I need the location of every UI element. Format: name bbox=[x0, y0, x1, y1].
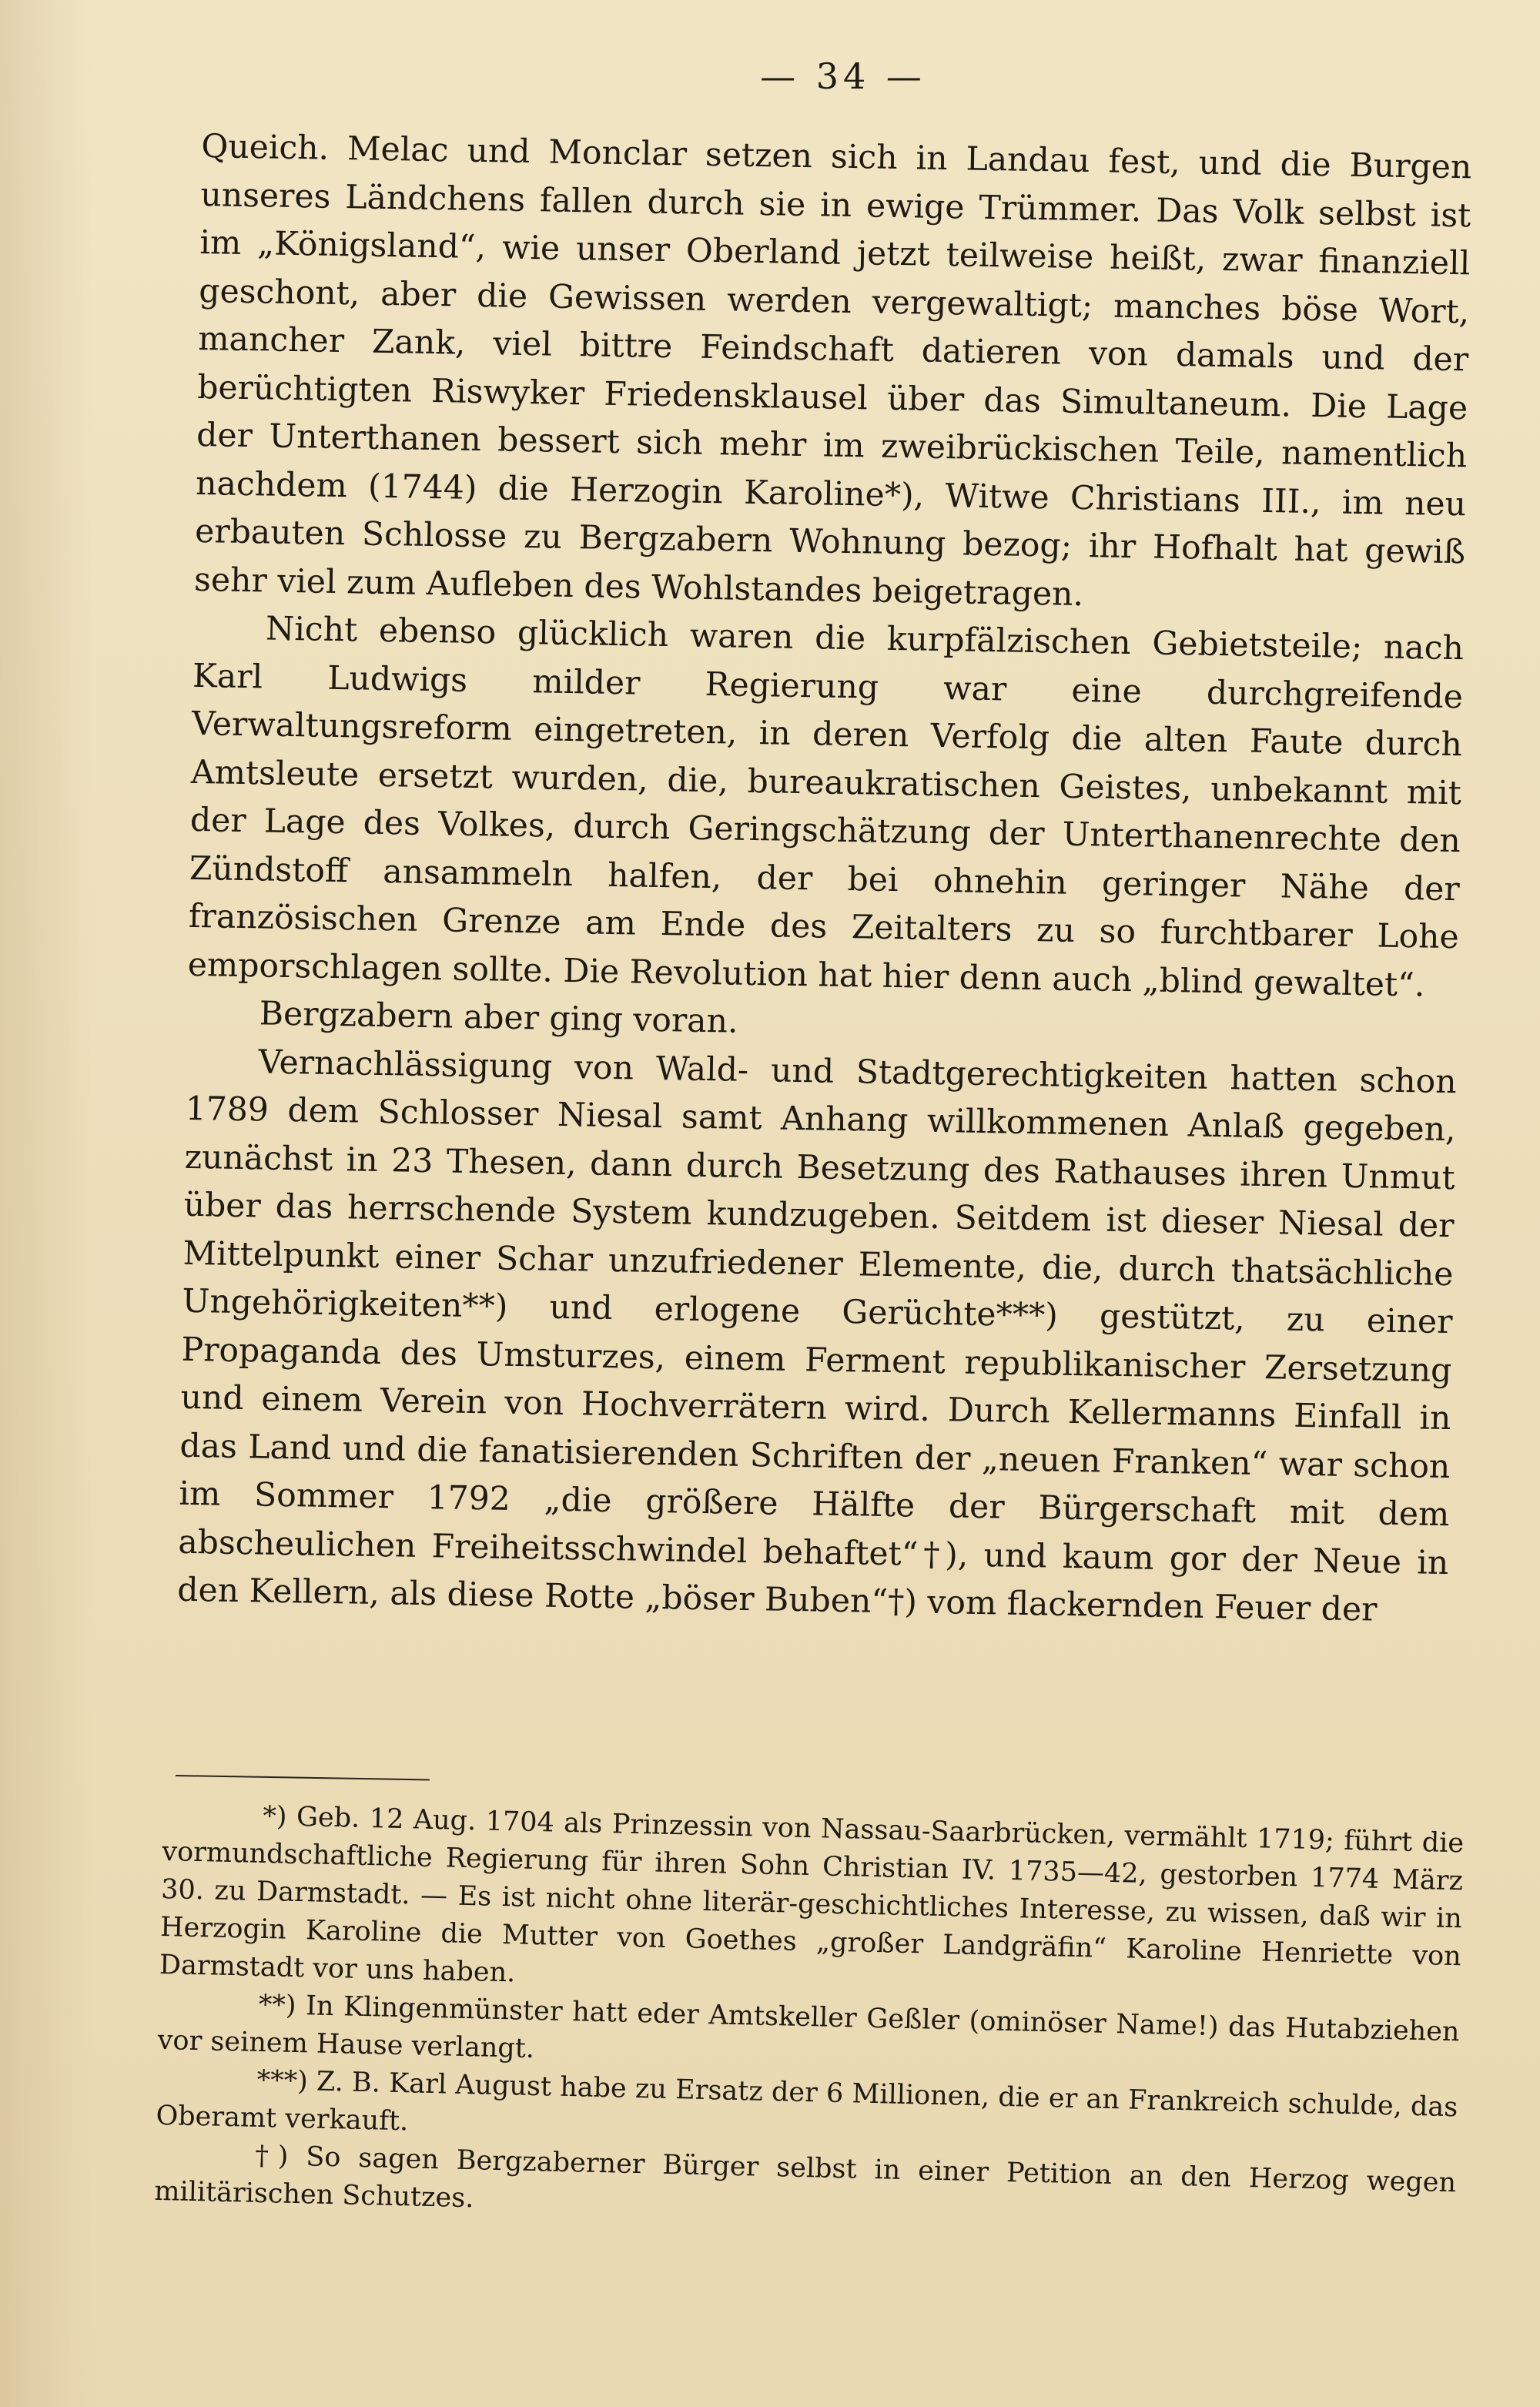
page-header bbox=[0, 55, 1540, 97]
page-number: — 34 — bbox=[760, 55, 926, 97]
footnote-divider bbox=[176, 1775, 430, 1780]
paragraph-2: Nicht ebenso glücklich waren die kurpfälzischen Gebietsteile; nach Karl Ludwigs milder Regierung war eine durchgreifende Verwaltungsreform eingetreten, in deren Verfolg die alten Faute durch Amtsleute ersetzt wurden, die, bureaukratischen Geistes, unbekannt mit der Lage des Volkes, durch Geringschätzung der Unterthanenrechte den Zündstoff ansammeln halfen, der bei ohnehin geringer Nähe der französischen Grenze am Ende des Zeitalters zu so furchtbarer Lohe emporschlagen sollte. Die Revolution hat hier denn auch „blind gewaltet“. bbox=[187, 610, 1465, 1004]
paragraph-4: Vernachlässigung von Wald- und Stadtgerechtigkeiten hatten schon 1789 dem Schlosser Niesal samt Anhang willkommenen Anlaß gegeben, zunächst in 23 Thesen, dann durch Besetzung des Rathauses ihren Unmut über das herrschende System kundzugeben. Seitdem ist dieser Niesal der Mittelpunkt einer Schar unzufriedener Elemente, die, durch thatsächliche Ungehörigkeiten**) und erlogene Gerüchte***) gestützt, zu einer Propaganda des Umsturzes, einem Ferment republikanischer Zersetzung und einem Verein von Hochverrätern wird. Durch Kellermanns Einfall in das Land und die fanatisierenden Schriften der „neuen Franken“ war schon im Sommer 1792 „die größere Hälfte der Bürgerschaft mit dem abscheulichen Freiheitsschwindel behaftet“†), und kaum gor der Neue in den Kellern, als diese Rotte „böser Buben“†) vom flackernden Feuer der bbox=[177, 1043, 1457, 1629]
footnotes bbox=[154, 1796, 1465, 2240]
paragraph-3: Bergzabern aber ging voran. bbox=[259, 995, 738, 1041]
footnote-2: **) In Klingenmünster hatt eder Amtskeller Geßler (ominöser Name!) das Hutabziehen vor seinem Hause verlangt. bbox=[157, 1989, 1460, 2065]
footnote-3: ***) Z. B. Karl August habe zu Ersatz der 6 Millionen, die er an Frankreich schulde, das Oberamt verkauft. bbox=[156, 2064, 1458, 2138]
paragraph-1: Queich. Melac und Monclar setzen sich in Landau fest, und die Burgen unseres Ländchens fallen durch sie in ewige Trümmer. Das Volk selbst ist im „Königsland“, wie unser Oberland jetzt teilweise heißt, zwar finanziell geschont, aber die Gewissen werden vergewaltigt; manches böse Wort, mancher Zank, viel bittre Feindschaft datieren von damals und der berüchtigten Riswyker Friedensklausel über das Simultaneum. Die Lage der Unterthanen bessert sich mehr im zweibrückischen Teile, namentlich nachdem (1744) die Herzogin Karoline*), Witwe Christians III., im neu erbauten Schlosse zu Bergzabern Wohnung bezog; ihr Hofhalt hat gewiß sehr viel zum Aufleben des Wohlstandes beigetragen. bbox=[193, 127, 1472, 614]
footnote-4: †) So sagen Bergzaberner Bürger selbst in einer Petition an den Herzog wegen militärischen Schutzes. bbox=[153, 2140, 1457, 2215]
main-text bbox=[177, 123, 1472, 1636]
footnote-1: *) Geb. 12 Aug. 1704 als Prinzessin von Nassau-Saarbrücken, vermählt 1719; führt die vormundschaftliche Regierung für ihren Sohn Christian IV. 1735—42, gestorben 1774 März 30. zu Darmstadt. — Es ist nicht ohne literär-geschichtliches Interesse, zu wissen, daß wir in Herzogin Karoline die Mutter von Goethes „großer Landgräfin“ Karoline Henriette von Darmstadt vor uns haben. bbox=[159, 1800, 1465, 1989]
